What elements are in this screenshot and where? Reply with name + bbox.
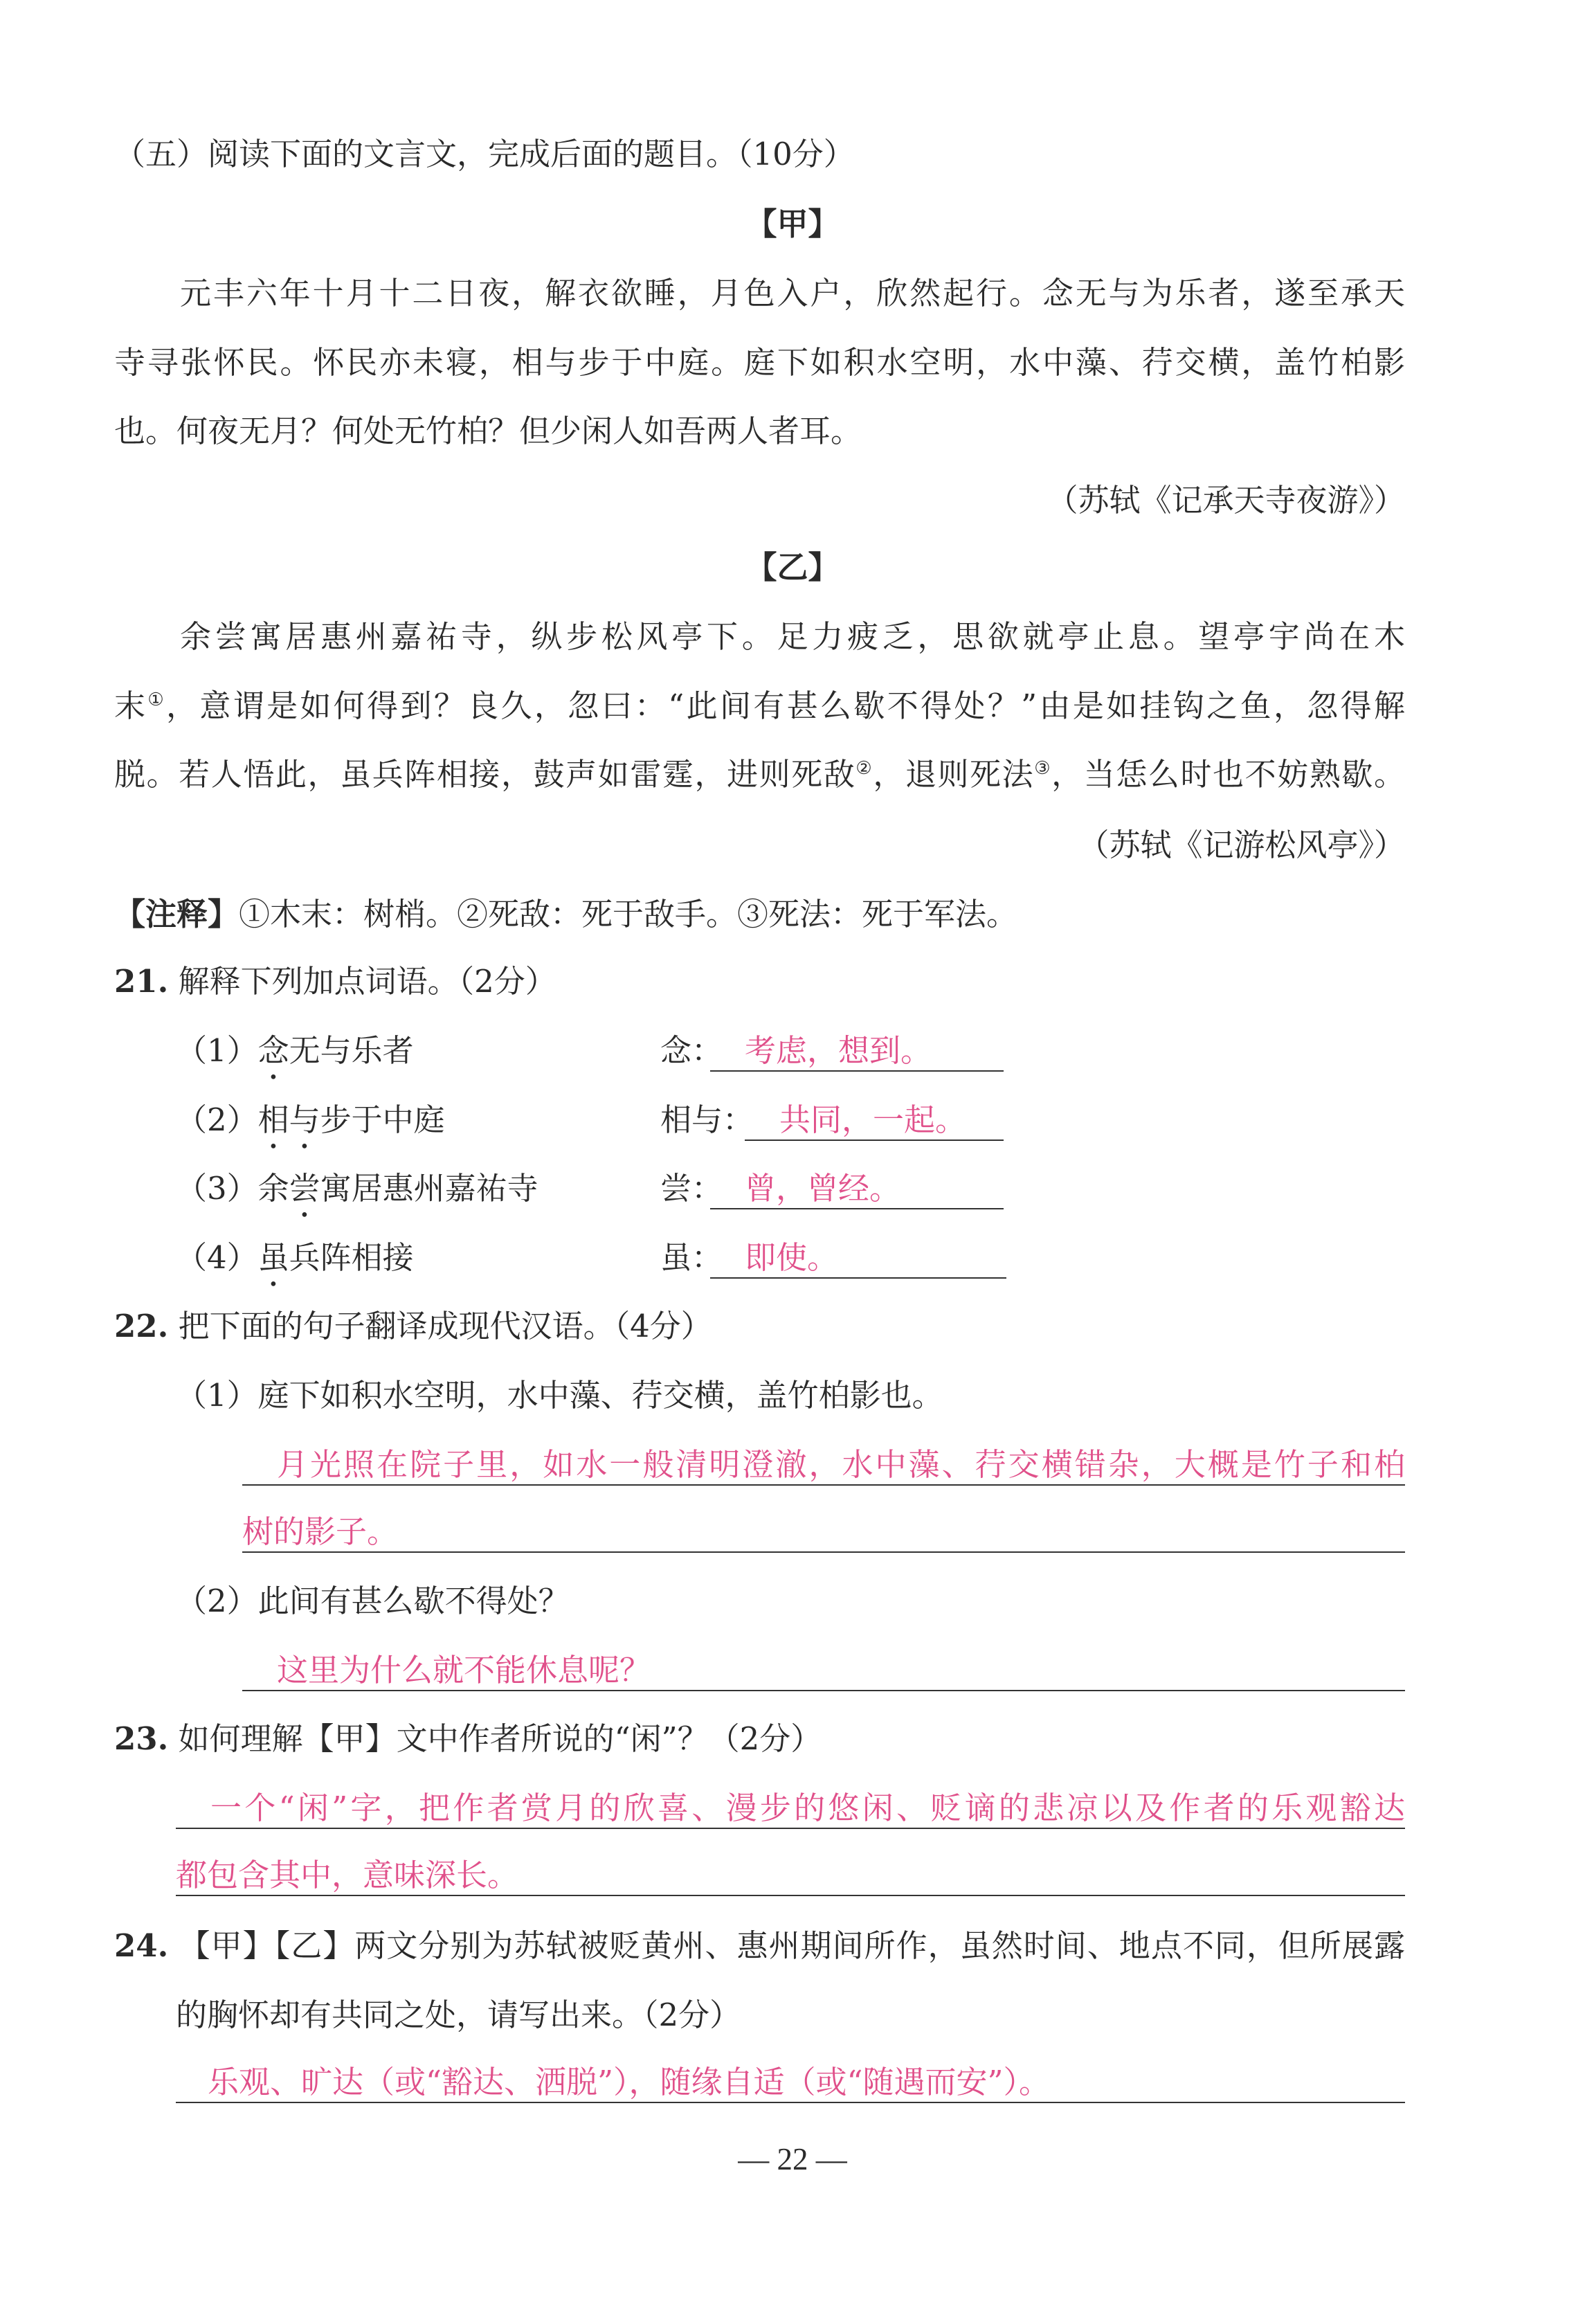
item-index: （2） bbox=[176, 1101, 258, 1138]
text: ，当恁么时也不妨熟歇。 bbox=[1051, 756, 1405, 793]
q22-answer-1-line: 树的影子。 bbox=[242, 1513, 1405, 1553]
page-number: — 22 — bbox=[738, 2142, 847, 2177]
q23-answer-line: 都包含其中，意味深长。 bbox=[176, 1856, 1405, 1896]
passage-jia-source: （苏轼《记承天寺夜游》） bbox=[1047, 482, 1405, 519]
question-22 bbox=[114, 1307, 712, 1346]
dotted-word: 尝 bbox=[289, 1170, 320, 1207]
item-index: （4） bbox=[176, 1239, 258, 1276]
question-text: 解释下列加点词语。（2分） bbox=[178, 963, 556, 1000]
q24-answer-line: 乐观、旷达（或“豁达、洒脱”），随缘自适（或“随遇而安”）。 bbox=[176, 2063, 1405, 2103]
passage-yi-line bbox=[114, 687, 1405, 726]
item-text: 兵阵相接 bbox=[289, 1239, 414, 1276]
notes-text: ①木末：树梢。②死敌：死于敌手。③死法：死于军法。 bbox=[239, 896, 1018, 933]
question-text: 如何理解【甲】文中作者所说的“闲”？（2分） bbox=[178, 1720, 822, 1757]
answer-text: 共同，一起。 bbox=[779, 1101, 967, 1138]
q22-sentence-2: （2）此间有甚么歇不得处？ bbox=[176, 1583, 570, 1619]
q22-answer-2-line: 这里为什么就不能休息呢？ bbox=[242, 1651, 1405, 1691]
answer-label: 念： bbox=[660, 1032, 723, 1069]
notes-label: 【注释】 bbox=[114, 896, 239, 933]
passage-jia-line: 也。何夜无月？何处无竹柏？但少闲人如吾两人者耳。 bbox=[114, 413, 862, 449]
footnote-marker: ① bbox=[147, 690, 167, 710]
q21-item bbox=[176, 1169, 538, 1225]
question-number: 23. bbox=[114, 1720, 169, 1757]
passage-yi-line: 余尝寓居惠州嘉祐寺，纵步松风亭下。足力疲乏，思欲就亭止息。望亭宇尚在木 bbox=[180, 618, 1405, 655]
q22-sentence-1: （1）庭下如积水空明，水中藻、荇交横，盖竹柏影也。 bbox=[176, 1377, 943, 1414]
passage-jia-line: 元丰六年十月十二日夜，解衣欲睡，月色入户，欣然起行。念无与为乐者，遂至承天 bbox=[180, 275, 1405, 312]
text: 脱。若人悟此，虽兵阵相接，鼓声如雷霆，进则死敌 bbox=[114, 756, 856, 793]
item-index: （1） bbox=[176, 1032, 258, 1069]
text: ，退则死法 bbox=[873, 756, 1035, 793]
item-text: 寓居惠州嘉祐寺 bbox=[320, 1170, 538, 1207]
footnote-marker: ② bbox=[855, 758, 873, 779]
text: 末 bbox=[114, 687, 148, 724]
passage-yi-label: 【乙】 bbox=[745, 549, 840, 586]
item-index: （3） bbox=[176, 1170, 258, 1207]
dotted-word: 念 bbox=[257, 1032, 289, 1069]
question-21 bbox=[114, 962, 556, 1001]
answer-label: 尝： bbox=[660, 1170, 723, 1207]
answer-blank bbox=[745, 1101, 1004, 1141]
question-text: 【甲】【乙】两文分别为苏轼被贬黄州、惠州期间所作，虽然时间、地点不同，但所展露 bbox=[179, 1927, 1405, 1964]
section-heading: （五）阅读下面的文言文，完成后面的题目。（10分） bbox=[114, 136, 855, 172]
q22-answer-1-line: 月光照在院子里，如水一般清明澄澈，水中藻、荇交横错杂，大概是竹子和柏 bbox=[242, 1445, 1405, 1486]
notes bbox=[114, 895, 1017, 934]
answer-label: 虽： bbox=[660, 1239, 723, 1276]
question-text: 把下面的句子翻译成现代汉语。（4分） bbox=[178, 1308, 712, 1344]
question-24 bbox=[114, 1927, 1405, 1965]
answer-text: 曾，曾经。 bbox=[745, 1170, 901, 1207]
dotted-word: 相与 bbox=[257, 1101, 320, 1138]
answer-blank bbox=[710, 1169, 1004, 1209]
question-number: 22. bbox=[114, 1308, 169, 1344]
answer-label: 相与： bbox=[660, 1101, 754, 1138]
passage-yi-source: （苏轼《记游松风亭》） bbox=[1078, 827, 1405, 863]
question-number: 24. bbox=[114, 1927, 169, 1964]
passage-jia-line: 寺寻张怀民。怀民亦未寝，相与步于中庭。庭下如积水空明，水中藻、荇交横，盖竹柏影 bbox=[114, 344, 1405, 381]
answer-text: 即使。 bbox=[745, 1239, 839, 1276]
dotted-word: 虽 bbox=[257, 1239, 289, 1276]
q21-item bbox=[176, 1101, 445, 1156]
q21-item bbox=[176, 1238, 414, 1294]
answer-blank bbox=[710, 1238, 1006, 1279]
text: ，意谓是如何得到？良久，忽曰：“此间有甚么歇不得处？”由是如挂钩之鱼，忽得解 bbox=[166, 687, 1406, 724]
question-24-cont: 的胸怀却有共同之处，请写出来。（2分） bbox=[176, 1997, 741, 2033]
item-text: 无与乐者 bbox=[289, 1032, 414, 1069]
q23-answer-line: 一个“闲”字，把作者赏月的欣喜、漫步的悠闲、贬谪的悲凉以及作者的乐观豁达 bbox=[176, 1789, 1405, 1829]
answer-text: 考虑，想到。 bbox=[745, 1032, 932, 1069]
passage-yi-line bbox=[114, 755, 1405, 794]
question-number: 21. bbox=[114, 963, 169, 1000]
q21-item bbox=[176, 1032, 414, 1087]
item-text: 余 bbox=[257, 1170, 289, 1207]
passage-jia-label: 【甲】 bbox=[745, 206, 840, 242]
item-text: 步于中庭 bbox=[320, 1101, 445, 1138]
footnote-marker: ③ bbox=[1034, 758, 1052, 779]
question-23 bbox=[114, 1720, 822, 1758]
answer-blank bbox=[710, 1032, 1004, 1072]
